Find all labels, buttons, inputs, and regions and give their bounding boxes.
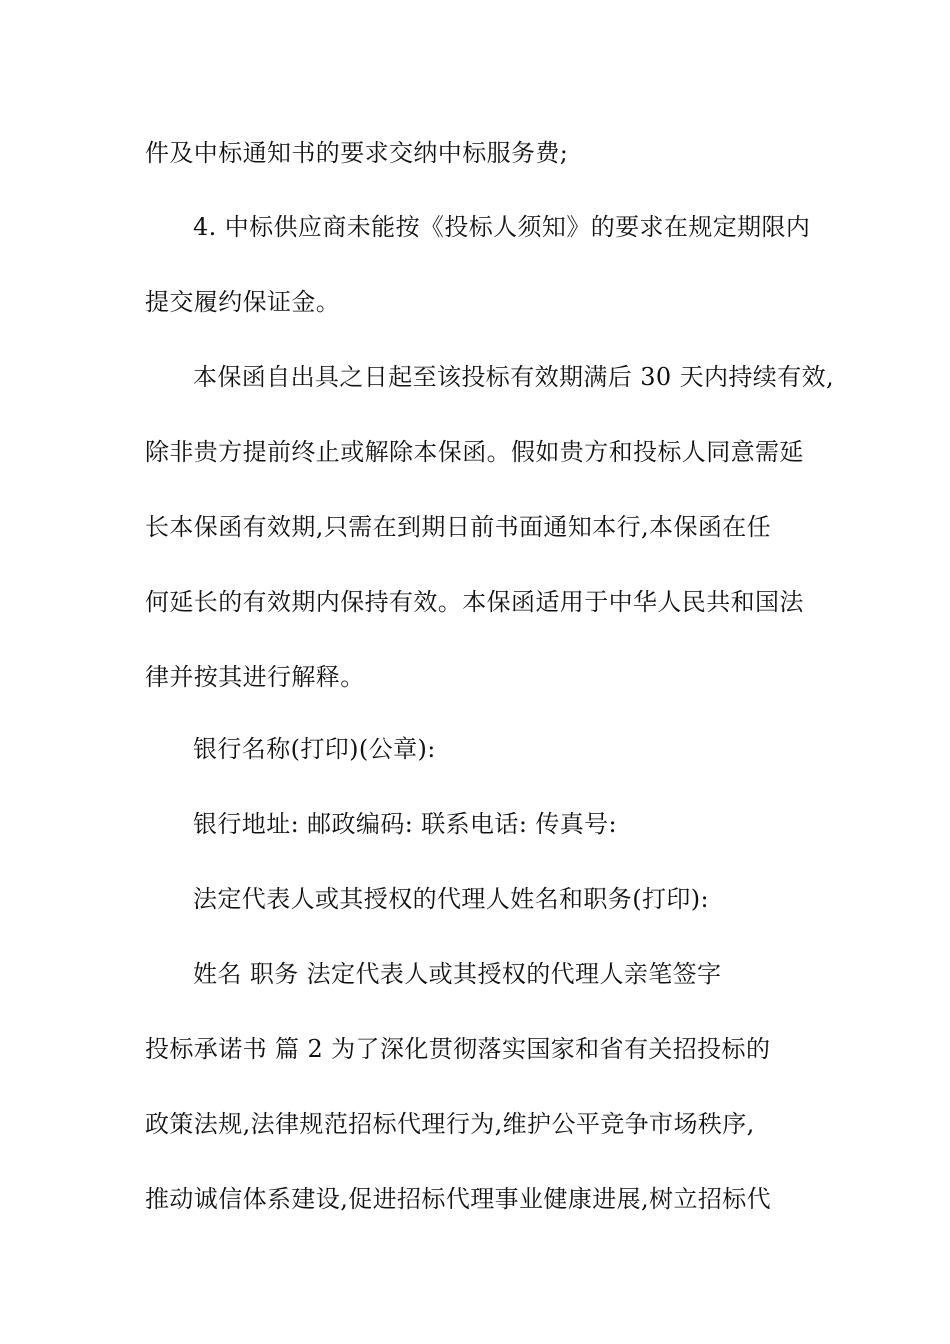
- text-line: 提交履约保证金。: [145, 288, 341, 316]
- section-heading-line: 投标承诺书 篇 2 为了深化贯彻落实国家和省有关招投标的: [145, 1035, 771, 1063]
- text-line: 姓名 职务 法定代表人或其授权的代理人亲笔签字: [193, 960, 722, 988]
- text-line: 银行地址: 邮政编码: 联系电话: 传真号:: [193, 810, 618, 838]
- text-line: 长本保函有效期,只需在到期日前书面通知本行,本保函在任: [145, 513, 772, 541]
- text-line: 律并按其进行解释。: [145, 663, 365, 691]
- text-line: 法定代表人或其授权的代理人姓名和职务(打印):: [193, 885, 710, 913]
- text-line: 除非贵方提前终止或解除本保函。假如贵方和投标人同意需延: [145, 438, 804, 466]
- text-line: 4. 中标供应商未能按《投标人须知》的要求在规定期限内: [193, 213, 811, 241]
- text-line: 何延长的有效期内保持有效。本保函适用于中华人民共和国法: [145, 588, 804, 616]
- text-line: 件及中标通知书的要求交纳中标服务费;: [145, 139, 569, 167]
- text-line: 推动诚信体系建设,促进招标代理事业健康进展,树立招标代: [145, 1185, 772, 1213]
- text-line: 本保函自出具之日起至该投标有效期满后 30 天内持续有效,: [193, 363, 835, 391]
- text-line: 银行名称(打印)(公章):: [193, 735, 436, 763]
- text-line: 政策法规,法律规范招标代理行为,维护公平竞争市场秩序,: [145, 1110, 755, 1138]
